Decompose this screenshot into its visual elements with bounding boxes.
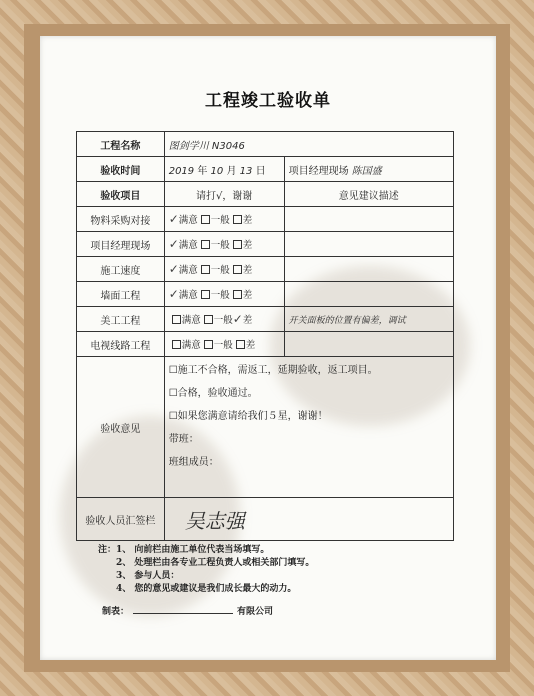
- option-average: 一般: [210, 290, 230, 301]
- row-date: [77, 157, 454, 182]
- option-average: 一般: [213, 315, 233, 326]
- opinion-cell[interactable]: [164, 357, 453, 498]
- option-poor: 差: [242, 240, 253, 251]
- option-satisfied: 满意: [178, 290, 198, 301]
- row-project-name: [77, 132, 454, 157]
- item-row: [77, 207, 454, 232]
- option-satisfied: 满意: [181, 340, 201, 351]
- item-label: 墙面工程: [77, 282, 165, 307]
- manager-cell[interactable]: [284, 157, 453, 182]
- item-header: 验收项目: [77, 182, 165, 207]
- item-suggestion[interactable]: [284, 207, 453, 232]
- item-suggestion[interactable]: 开关面板的位置有偏差，调试: [284, 307, 453, 332]
- checkbox-poor[interactable]: [236, 340, 245, 349]
- checkmark-icon: ✓: [168, 262, 179, 276]
- checkbox-average[interactable]: [201, 215, 210, 224]
- opinion-pass[interactable]: ☐合格，验收通过。: [168, 388, 258, 399]
- option-satisfied: 满意: [181, 315, 201, 326]
- date-month-unit: 月: [226, 165, 237, 177]
- maker-blank[interactable]: [133, 613, 233, 614]
- rating-options[interactable]: [164, 307, 284, 332]
- checkmark-icon: ✓: [168, 212, 179, 226]
- rating-options[interactable]: [164, 232, 284, 257]
- date-month: 10: [210, 165, 224, 177]
- item-suggestion[interactable]: [284, 332, 453, 357]
- signature-label: 验收人员汇签栏: [77, 498, 165, 541]
- item-row: [77, 232, 454, 257]
- item-suggestion[interactable]: [284, 257, 453, 282]
- project-name-value[interactable]: 图剑学川 N3046: [164, 132, 453, 157]
- date-label: 验收时间: [77, 157, 165, 182]
- option-poor: 差: [245, 340, 256, 351]
- option-satisfied: 满意: [178, 265, 198, 276]
- note-2: 2、 处理栏由各专业工程负责人或相关部门填写。: [116, 558, 315, 568]
- item-suggestion[interactable]: [284, 232, 453, 257]
- project-name-label: 工程名称: [77, 132, 165, 157]
- opinion-rate[interactable]: ☐如果您满意请给我们５星，谢谢！: [168, 411, 328, 422]
- row-signature: [77, 498, 454, 541]
- suggestion-header: 意见建议描述: [284, 182, 453, 207]
- manager-label: 项目经理现场: [288, 165, 349, 177]
- date-year-unit: 年: [197, 165, 208, 177]
- option-poor: 差: [242, 290, 253, 301]
- opinion-fail[interactable]: ☐施工不合格，需返工，延期验收，返工项目。: [168, 365, 378, 376]
- item-label: 电视线路工程: [77, 332, 165, 357]
- option-poor: 差: [242, 265, 253, 276]
- row-headers: [77, 182, 454, 207]
- signature-value[interactable]: 吴志强: [164, 498, 453, 541]
- form-paper: [40, 36, 496, 660]
- date-year: 2019: [168, 165, 195, 177]
- rating-options[interactable]: [164, 332, 284, 357]
- checkbox-satisfied[interactable]: [172, 315, 181, 324]
- checkbox-average[interactable]: [201, 240, 210, 249]
- checkbox-poor[interactable]: [233, 290, 242, 299]
- opinion-leader: 带班：: [168, 434, 199, 445]
- maker-line: [102, 604, 273, 617]
- option-average: 一般: [210, 240, 230, 251]
- checkbox-average[interactable]: [201, 265, 210, 274]
- option-poor: 差: [242, 215, 253, 226]
- date-day: 13: [239, 165, 253, 177]
- date-day-unit: 日: [255, 165, 266, 177]
- item-label: 美工工程: [77, 307, 165, 332]
- item-suggestion[interactable]: [284, 282, 453, 307]
- item-row: [77, 257, 454, 282]
- checkmark-icon: ✓: [168, 287, 179, 301]
- option-satisfied: 满意: [178, 215, 198, 226]
- maker-label: 制表：: [102, 607, 130, 617]
- rating-options[interactable]: [164, 207, 284, 232]
- opinion-label: 验收意见: [77, 357, 165, 498]
- item-row: [77, 282, 454, 307]
- rating-options[interactable]: [164, 282, 284, 307]
- checkbox-satisfied[interactable]: [172, 340, 181, 349]
- checkbox-average[interactable]: [204, 315, 213, 324]
- check-header: 请打√，谢谢: [164, 182, 284, 207]
- option-poor: 差: [242, 315, 253, 326]
- item-row: [77, 332, 454, 357]
- notes: [98, 544, 314, 596]
- form-title: 工程竣工验收单: [205, 91, 331, 111]
- item-label: 物料采购对接: [77, 207, 165, 232]
- note-1: 注：1、 向前栏由施工单位代表当场填写。: [98, 545, 270, 555]
- option-average: 一般: [213, 340, 233, 351]
- option-average: 一般: [210, 265, 230, 276]
- checkbox-poor[interactable]: [233, 240, 242, 249]
- manager-signature: 陈国盛: [351, 165, 382, 177]
- checkmark-icon: ✓: [232, 312, 243, 326]
- item-label: 项目经理现场: [77, 232, 165, 257]
- checkmark-icon: ✓: [168, 237, 179, 251]
- option-average: 一般: [210, 215, 230, 226]
- checkbox-poor[interactable]: [233, 265, 242, 274]
- item-label: 施工速度: [77, 257, 165, 282]
- checkbox-average[interactable]: [204, 340, 213, 349]
- maker-company: 有限公司: [237, 607, 274, 617]
- date-field[interactable]: [164, 157, 284, 182]
- row-opinion: [77, 357, 454, 498]
- opinion-members: 班组成员：: [168, 457, 219, 468]
- note-4: 4、 您的意见或建议是我们成长最大的动力。: [116, 584, 297, 594]
- note-3: 3、 参与人员：: [116, 571, 180, 581]
- option-satisfied: 满意: [178, 240, 198, 251]
- checkbox-average[interactable]: [201, 290, 210, 299]
- rating-options[interactable]: [164, 257, 284, 282]
- checkbox-poor[interactable]: [233, 215, 242, 224]
- item-row: [77, 307, 454, 332]
- acceptance-table: [76, 131, 454, 541]
